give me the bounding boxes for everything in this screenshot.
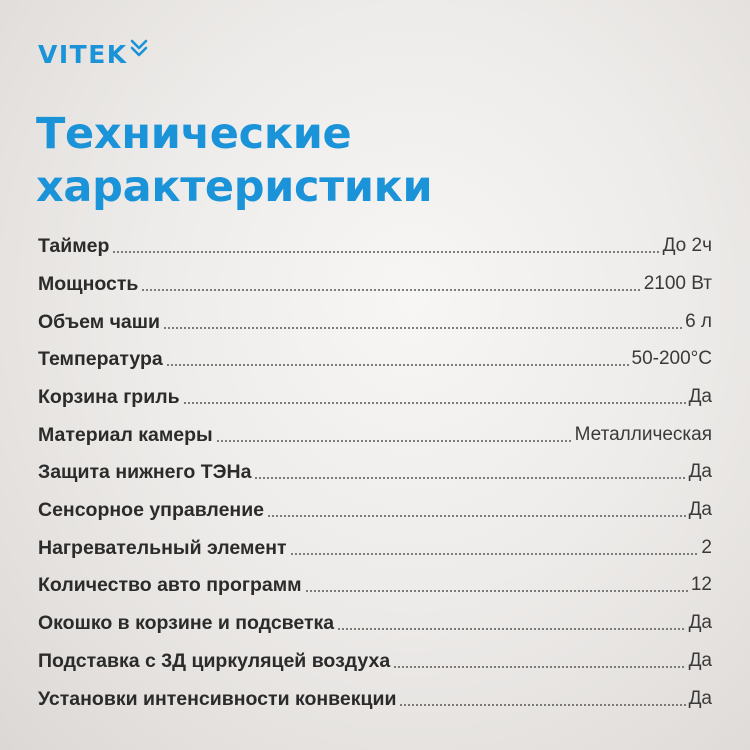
dot-leader [337, 628, 685, 630]
spec-row [38, 379, 712, 409]
spec-label: Корзина гриль [38, 386, 180, 408]
dot-leader [305, 590, 688, 592]
spec-label: Таймер [38, 235, 110, 257]
spec-label: Количество авто программ [38, 574, 302, 596]
dot-leader [183, 402, 686, 404]
page-title [36, 108, 432, 214]
spec-label: Сенсорное управление [38, 499, 265, 521]
spec-value: 2100 Вт [643, 273, 712, 294]
spec-label: Подставка с 3Д циркуляцей воздуха [38, 650, 391, 672]
spec-value: 2 [701, 537, 712, 558]
dot-leader [254, 477, 685, 479]
spec-value: 50-200°C [631, 348, 712, 369]
spec-row [38, 341, 712, 371]
dot-leader [216, 440, 572, 442]
spec-row [38, 454, 712, 484]
dot-leader [399, 704, 685, 706]
title-line-2: характеристики [36, 162, 433, 212]
dot-leader [393, 666, 685, 668]
spec-label: Установки интенсивности конвекции [38, 688, 397, 710]
dot-leader [163, 327, 682, 329]
spec-label: Объем чаши [38, 311, 161, 333]
spec-row [38, 643, 712, 673]
spec-label: Окошко в корзине и подсветка [38, 612, 335, 634]
spec-value: Да [688, 612, 712, 633]
spec-value: 12 [690, 574, 712, 595]
spec-label: Температура [38, 348, 163, 370]
chevron-heart-icon [130, 38, 148, 58]
spec-value: Да [688, 650, 712, 671]
spec-value: До 2ч [662, 235, 712, 256]
spec-value: 6 л [685, 311, 712, 332]
dot-leader [141, 289, 640, 291]
spec-label: Материал камеры [38, 424, 213, 446]
spec-row [38, 567, 712, 597]
spec-label: Нагревательный элемент [38, 537, 287, 559]
spec-value: Да [688, 386, 712, 407]
spec-row [38, 530, 712, 560]
spec-row [38, 228, 712, 258]
spec-row [38, 492, 712, 522]
title-line-1: Технические [36, 109, 352, 159]
spec-value: Да [688, 461, 712, 482]
brand-logo [38, 40, 148, 70]
spec-value: Металлическая [574, 424, 712, 445]
dot-leader [166, 364, 629, 366]
dot-leader [290, 553, 699, 555]
spec-row [38, 681, 712, 711]
spec-row [38, 266, 712, 296]
spec-label: Защита нижнего ТЭНа [38, 461, 252, 483]
dot-leader [267, 515, 686, 517]
spec-value: Да [688, 499, 712, 520]
dot-leader [112, 251, 659, 253]
spec-value: Да [688, 688, 712, 709]
spec-row [38, 605, 712, 635]
brand-name: VITEK [38, 40, 128, 69]
spec-label: Мощность [38, 273, 139, 295]
spec-row [38, 417, 712, 447]
spec-row [38, 304, 712, 334]
